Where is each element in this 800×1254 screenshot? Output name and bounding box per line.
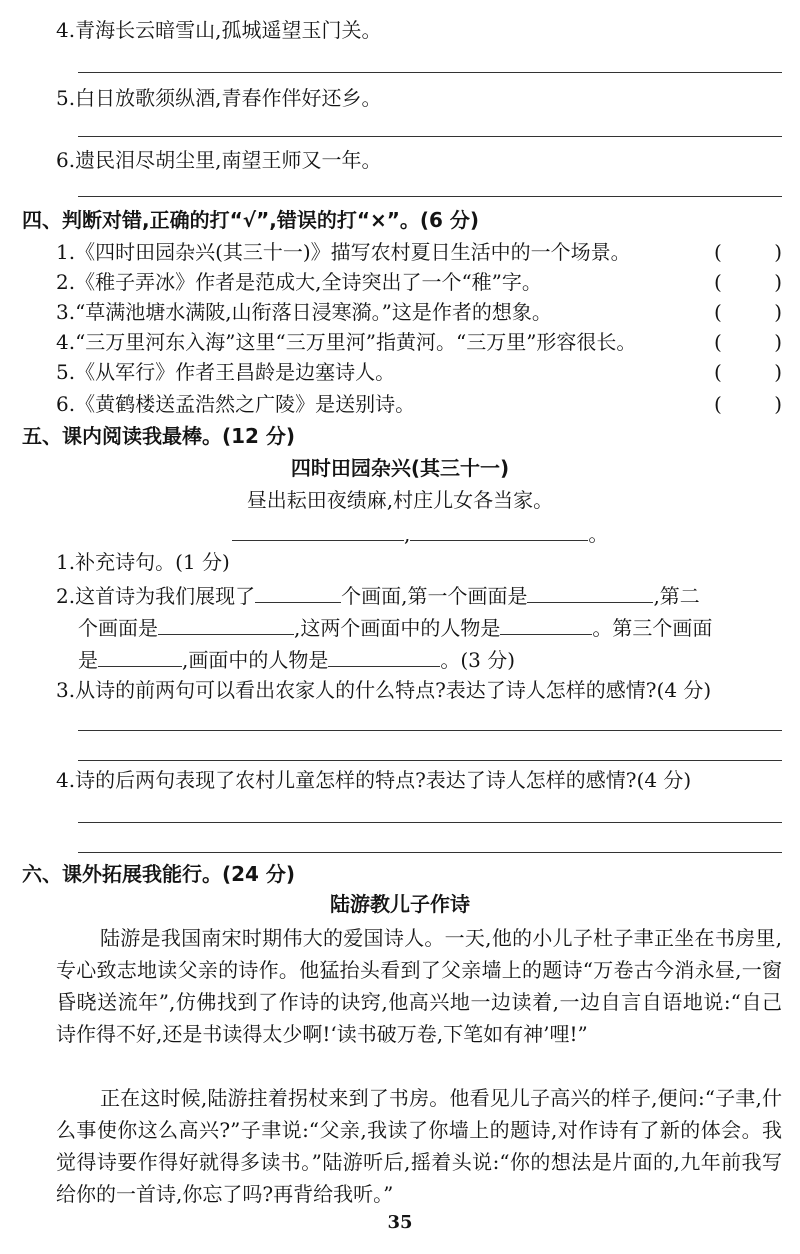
judge-answer-box-2[interactable]: ( ) [714,270,782,294]
s5-q2-line1: 2.这首诗为我们展现了 个画面,第一个画面是 ,第二 [56,580,700,610]
answer-line[interactable] [78,196,782,197]
s3-q5: 5.白日放歌须纵酒,青春作伴好还乡。 [56,86,382,110]
q2-blank-scene3[interactable] [98,644,182,667]
judge-item-3: 3.“草满池塘水满陂,山衔落日浸寒漪。”这是作者的想象。 [56,300,552,324]
story-paragraph-1: 陆游是我国南宋时期伟大的爱国诗人。一天,他的小儿子杜子聿正坐在书房里,专心致志地读父亲的诗作。他猛抬头看到了父亲墙上的题诗“万卷古今消永昼,一窗昏晓送流年”,仿佛找到了作诗的诀窍,他高兴地一边读着,一边自言自语地说:“自己诗作得不好,还是书读得太少啊!‘读书破万卷,下笔如有神’哩!” [56,926,782,1046]
s5-q4: 4.诗的后两句表现了农村儿童怎样的特点?表达了诗人怎样的感情?(4 分) [56,768,692,792]
poem-fill-line: , 。 [232,518,608,548]
answer-line[interactable] [78,760,782,761]
section4-heading: 四、判断对错,正确的打“√”,错误的打“×”。(6 分) [22,208,480,232]
judge-item-5: 5.《从军行》作者王昌龄是边塞诗人。 [56,360,396,384]
q2-blank-scene2[interactable] [158,612,294,635]
page-number: 35 [387,1212,413,1233]
s3-q4: 4.青海长云暗雪山,孤城遥望玉门关。 [56,18,382,42]
judge-answer-box-4[interactable]: ( ) [714,330,782,354]
story-paragraph-2: 正在这时候,陆游拄着拐杖来到了书房。他看见儿子高兴的样子,便问:“子聿,什么事使你这么高兴?”子聿说:“父亲,我读了你墙上的题诗,对作诗有了新的体会。我觉得诗要作得好就得多读书。”陆游听后,摇着头说:“你的想法是片面的,九年前我写给你的一首诗,你忘了吗?再背给我听。” [56,1086,782,1206]
poem-title: 四时田园杂兴(其三十一) [290,456,510,480]
judge-item-4: 4.“三万里河东入海”这里“三万里河”指黄河。“三万里”形容很长。 [56,330,637,354]
answer-line[interactable] [78,852,782,853]
judge-answer-box-6[interactable]: ( ) [714,392,782,416]
judge-answer-box-5[interactable]: ( ) [714,360,782,384]
s3-q6: 6.遗民泪尽胡尘里,南望王师又一年。 [56,148,382,172]
answer-line[interactable] [78,72,782,73]
judge-answer-box-1[interactable]: ( ) [714,240,782,264]
q2-blank-count[interactable] [255,580,341,603]
answer-line[interactable] [78,730,782,731]
s5-q2-line3: 是 ,画面中的人物是 。(3 分) [78,644,515,674]
poem-line: 昼出耘田夜绩麻,村庄儿女各当家。 [246,488,554,512]
poem-blank-1[interactable] [232,518,404,541]
judge-answer-box-3[interactable]: ( ) [714,300,782,324]
section6-heading: 六、课外拓展我能行。(24 分) [22,862,296,886]
section5-heading: 五、课内阅读我最棒。(12 分) [22,424,296,448]
answer-line[interactable] [78,822,782,823]
story-title: 陆游教儿子作诗 [330,892,470,916]
q2-blank-people3[interactable] [328,644,440,667]
s5-q2-line2: 个画面是 ,这两个画面中的人物是 。第三个画面 [78,612,712,642]
judge-item-1: 1.《四时田园杂兴(其三十一)》描写农村夏日生活中的一个场景。 [56,240,631,264]
poem-blank-2[interactable] [410,518,588,541]
q2-blank-scene1[interactable] [527,580,653,603]
s5-q1: 1.补充诗句。(1 分) [56,550,230,574]
q2-blank-people[interactable] [500,612,592,635]
s5-q3: 3.从诗的前两句可以看出农家人的什么特点?表达了诗人怎样的感情?(4 分) [56,678,712,702]
judge-item-6: 6.《黄鹤楼送孟浩然之广陵》是送别诗。 [56,392,416,416]
answer-line[interactable] [78,136,782,137]
judge-item-2: 2.《稚子弄冰》作者是范成大,全诗突出了一个“稚”字。 [56,270,542,294]
